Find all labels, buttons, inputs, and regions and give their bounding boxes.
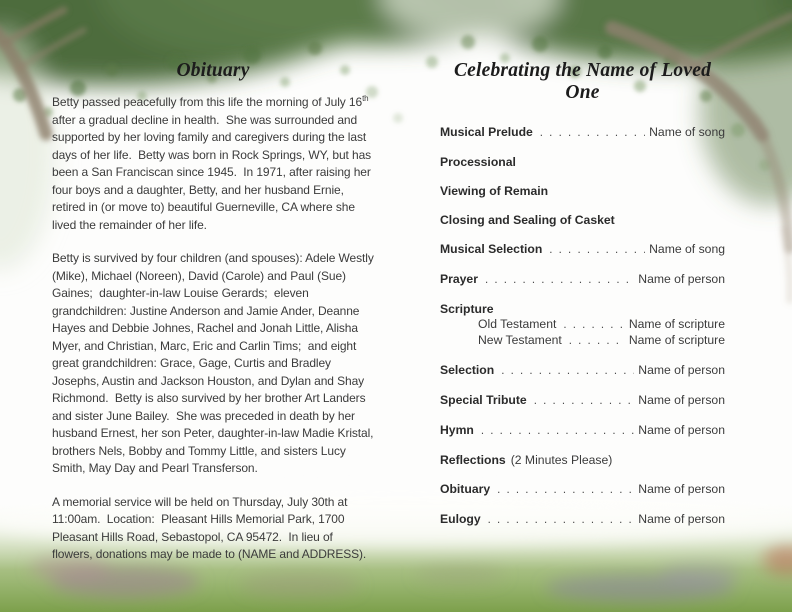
program-item-special-tribute xyxy=(440,393,725,408)
program-item-label: Special Tribute xyxy=(440,393,527,407)
program-item-label: Processional xyxy=(440,155,516,169)
order-of-service-title: Celebrating the Name of Loved One xyxy=(453,60,712,103)
dot-leader xyxy=(481,424,634,438)
program-item-label: Eulogy xyxy=(440,512,481,526)
program-item-musical-selection xyxy=(440,242,725,257)
dot-leader xyxy=(501,364,634,378)
program-item-obituary xyxy=(440,482,725,497)
program-item-value: Name of person xyxy=(638,512,725,526)
dot-leader xyxy=(563,318,624,332)
program-item-label: Reflections xyxy=(440,453,506,467)
program-item-closing-and-sealing xyxy=(440,213,725,227)
program-item-label: Closing and Sealing of Casket xyxy=(440,213,615,227)
obituary-paragraph-1-text: Betty passed peacefully from this life the morning of July 16 xyxy=(52,95,363,109)
program-item-label: Hymn xyxy=(440,423,474,437)
dot-leader xyxy=(497,483,634,497)
program-item-value: Name of person xyxy=(638,393,725,407)
program-subitem-value: Name of scripture xyxy=(628,333,725,347)
obituary-paragraph-3: A memorial service will be held on Thursday, July 30th at 11:00am. Location: Pleasant Hills Memorial Park, 1700 Pleasant Hills Road, Sebastopol, CA 95472. In lieu of flowers, donations may be made to (NAME and ADDRESS). xyxy=(52,494,367,561)
program-item-label: Musical Selection xyxy=(440,242,543,256)
program-item-value: Name of person xyxy=(638,423,725,437)
program-subitem-label: New Testament xyxy=(478,333,562,347)
obituary-paragraph-1-continued: after a gradual decline in health. She was surrounded and supported by her loving family and caregivers during the last days of her life. Betty was born in Rock Springs, WY, but has been a San Franciscan since 1945. In 1971, after raising her four boys and a daughter, Betty, and her husband Ernie, retired in (or move to) beautiful Guerneville, CA where she lived the remainder of her life. xyxy=(52,95,375,232)
dot-leader xyxy=(534,394,635,408)
order-of-service-column xyxy=(440,60,725,542)
program-subitem-label: Old Testament xyxy=(478,317,557,331)
program-item-musical-prelude xyxy=(440,125,725,140)
program-item-label: Musical Prelude xyxy=(440,125,533,139)
dot-leader xyxy=(488,513,635,527)
obituary-paragraph-2: Betty is survived by four children (and spouses): Adele Westly (Mike), Michael (Noreen), David (Carole) and Paul (Sue) Gaines; daughter-in-law Louise Gerards; eleven grandchildren: Justine Anderson and Jamie Ander, Deanne Hayes and Debbie Johnes, Rachel and Jonah Little, Alisha Myer, and Christian, Marc, Eric and Carlin Tims; and eight great grandchildren: Grace, Gage, Curtis and Bradley Josephs, Austin and Jackson Houston, and Dylan and Shay Richmond. Betty is also survived by her brother Art Landers and sister June Bailey. She was preceded in death by her husband Ernest, her son Peter, daughter-in-law Madie Kristal, brothers Nels, Bobby and Tommy Little, and sisters Lucy Smith, May Day and Pearl Transferson. xyxy=(52,251,377,475)
dot-leader xyxy=(569,334,625,348)
program-item-value: Name of person xyxy=(638,272,725,286)
program-item-scripture xyxy=(440,302,725,348)
ordinal-superscript: th xyxy=(362,94,369,103)
program-item-selection xyxy=(440,363,725,378)
dot-leader xyxy=(549,243,645,257)
program-subitem-value: Name of scripture xyxy=(628,317,725,331)
program-subitem-new-testament xyxy=(440,333,725,348)
program-item-label: Prayer xyxy=(440,272,478,286)
program-item-viewing-of-remain xyxy=(440,184,725,198)
program-item-processional xyxy=(440,155,725,169)
obituary-paragraph-1 xyxy=(52,94,374,234)
program-item-label: Scripture xyxy=(440,302,494,316)
program-item-reflections xyxy=(440,453,725,467)
program-item-note: (2 Minutes Please) xyxy=(510,453,613,467)
program-item-eulogy xyxy=(440,512,725,527)
program-item-label: Viewing of Remain xyxy=(440,184,549,198)
program-item-value: Name of person xyxy=(638,482,725,496)
obituary-column xyxy=(52,60,377,564)
dot-leader xyxy=(540,126,645,140)
obituary-title: Obituary xyxy=(176,60,250,81)
dot-leader xyxy=(485,273,634,287)
program-item-value: Name of person xyxy=(638,363,725,377)
program-subitem-old-testament xyxy=(440,317,725,332)
program-item-value: Name of song xyxy=(649,125,725,139)
program-item-hymn xyxy=(440,423,725,438)
program-item-value: Name of song xyxy=(649,242,725,256)
program-item-label: Obituary xyxy=(440,482,491,496)
program-item-prayer xyxy=(440,272,725,287)
program-item-label: Selection xyxy=(440,363,495,377)
